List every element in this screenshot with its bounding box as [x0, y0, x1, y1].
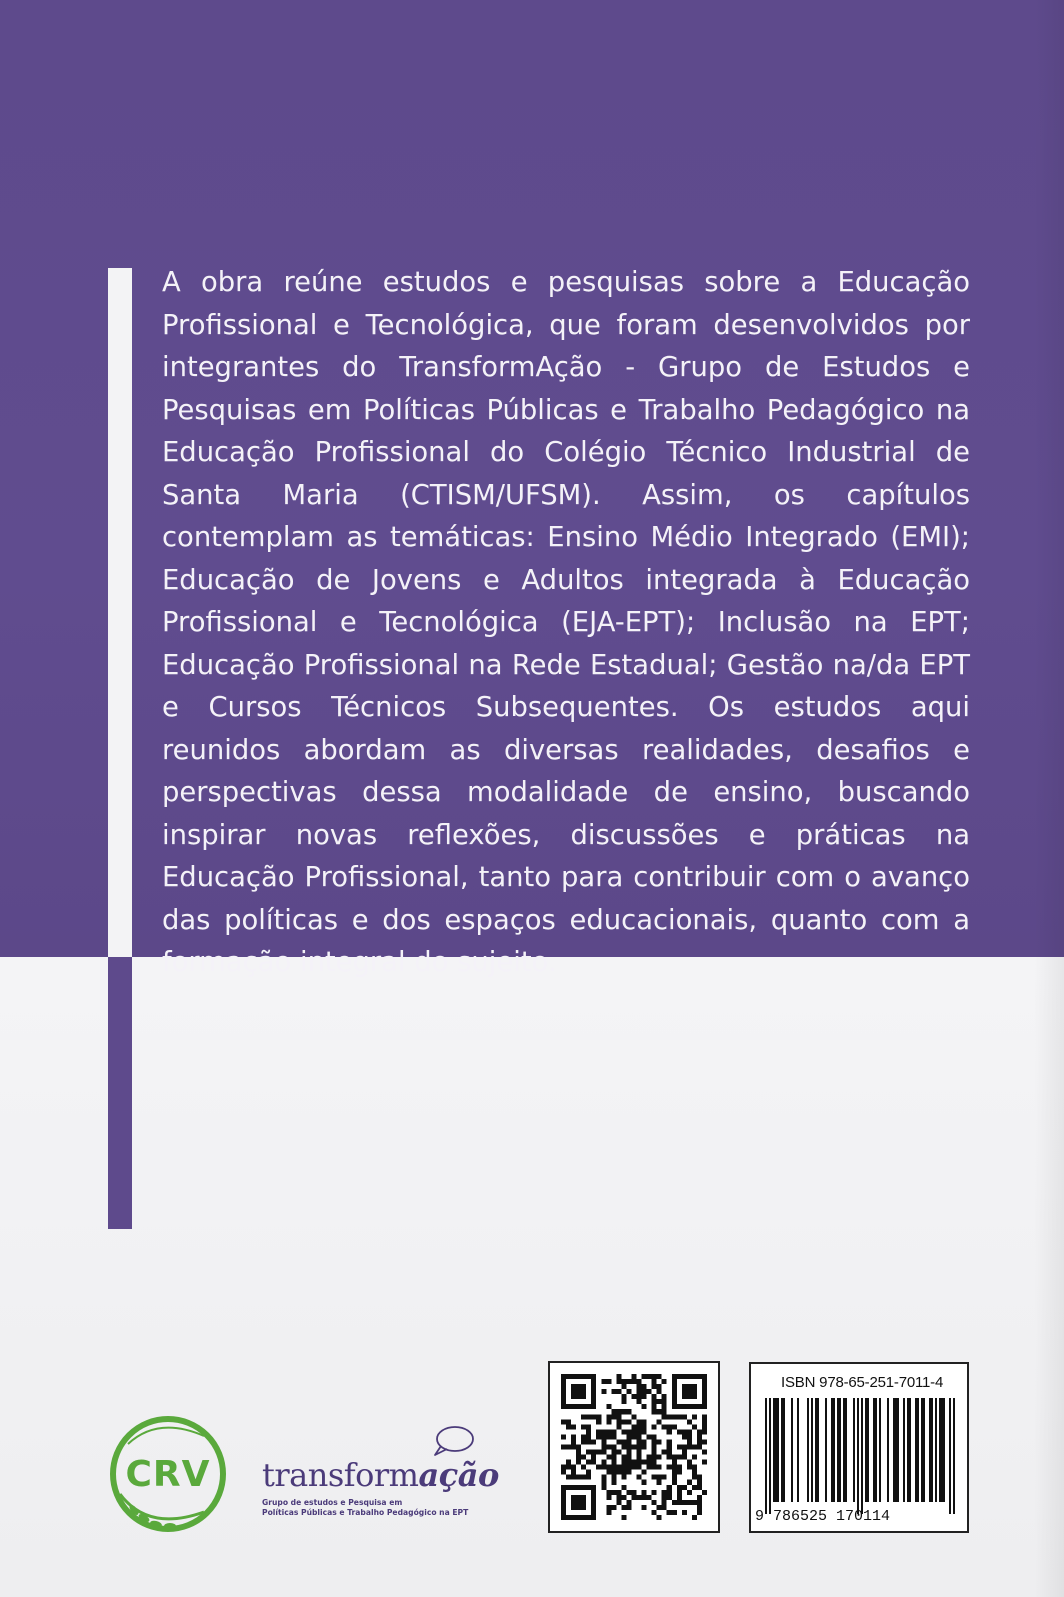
isbn-label: ISBN 978-65-251-7011-4 — [781, 1374, 944, 1391]
group-logo-subtitle-line1: Grupo de estudos e Pesquisa em — [262, 1498, 403, 1507]
accent-bar-light — [108, 268, 132, 957]
group-logo-name-accent: ação — [418, 1456, 499, 1494]
accent-bar-purple — [108, 957, 132, 1229]
barcode-icon — [765, 1398, 955, 1514]
page-shadow — [1034, 0, 1064, 1597]
isbn-barcode-box — [749, 1362, 969, 1533]
qr-code-icon — [561, 1374, 707, 1520]
transformacao-group-logo — [262, 1424, 512, 1517]
crv-publisher-logo — [108, 1414, 228, 1534]
group-logo-subtitle — [262, 1498, 468, 1518]
book-synopsis: A obra reúne estudos e pesquisas sobre a Educação Profissional e Tecnológica, que foram desenvolvidos por integrantes do TransformAção - Grupo de Estudos e Pesquisas em Políticas Públicas e Trabalho Pedagógico na Educação Profissional do Colégio Técnico Industrial de Santa Maria (CTISM/UFSM). Assim, os capítulos contemplam as temáticas: Ensino Médio Integrado (EMI); Educação de Jovens e Adultos integrada à Educação Profissional e Tecnológica (EJA-EPT); Inclusão na EPT; Educação Profissional na Rede Estadual; Gestão na/da EPT e Cursos Técnicos Subsequentes. Os estudos aqui reunidos abordam as diversas realidades, desafios e perspectivas dessa modalidade de ensino, buscando inspirar novas reflexões, discussões e práticas na Educação Profissional, tanto para contribuir com o avanço das políticas e dos espaços educacionais, quanto com a formação integral do sujeito. — [162, 267, 970, 978]
crv-logo-text: CRV — [125, 1453, 211, 1495]
group-logo-name-plain: transform — [262, 1456, 419, 1494]
group-logo-subtitle-line2: Políticas Públicas e Trabalho Pedagógico na EPT — [262, 1508, 469, 1517]
isbn-barcode-digits: 9 786525 170114 — [755, 1508, 891, 1525]
speech-bubble-icon — [427, 1424, 477, 1458]
qr-code — [548, 1361, 720, 1533]
group-logo-name — [262, 1456, 499, 1494]
